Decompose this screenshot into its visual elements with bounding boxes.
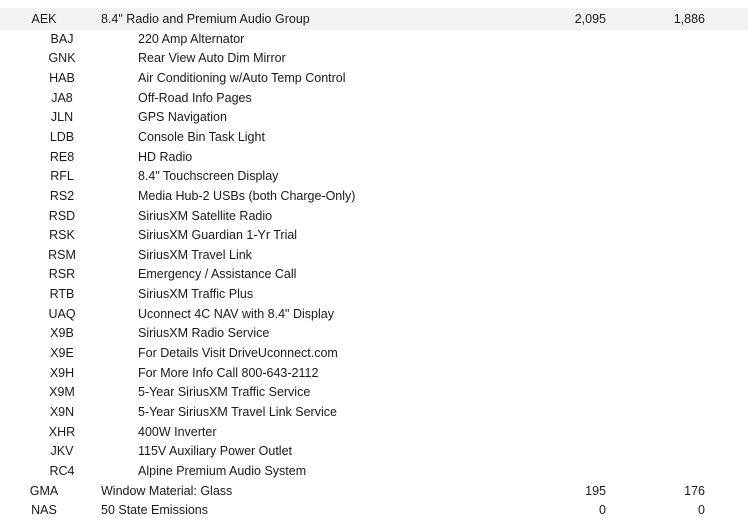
option-code: GMA (29, 483, 59, 498)
option-sub-row (0, 462, 748, 481)
invoice-value: 176 (684, 483, 705, 498)
option-package-row (0, 482, 748, 501)
option-description: 115V Auxiliary Power Outlet (138, 444, 293, 459)
option-description: SiriusXM Guardian 1-Yr Trial (138, 228, 298, 243)
option-sub-row (0, 246, 748, 265)
option-code: RSM (48, 247, 76, 262)
option-code: JKV (50, 444, 74, 459)
option-sub-row (0, 324, 748, 343)
option-code: LDB (49, 129, 75, 144)
option-description: 400W Inverter (138, 424, 217, 439)
option-description: Window Material: Glass (101, 483, 233, 498)
option-sub-row (0, 265, 748, 284)
option-package-row (0, 501, 748, 520)
option-description: 50 State Emissions (101, 503, 208, 518)
option-description: SiriusXM Radio Service (138, 326, 270, 341)
option-description: For More Info Call 800-643-2112 (138, 365, 319, 380)
option-code: XHR (48, 424, 76, 439)
option-code: JA8 (51, 90, 73, 105)
option-sub-row (0, 226, 748, 245)
option-package-row (0, 10, 748, 29)
option-description: 8.4" Touchscreen Display (138, 169, 279, 184)
option-code: X9B (50, 326, 74, 341)
option-description: SiriusXM Satellite Radio (138, 208, 273, 223)
option-code: X9M (49, 385, 75, 400)
option-description: 5-Year SiriusXM Travel Link Service (138, 405, 337, 419)
option-description: Media Hub-2 USBs (both Charge-Only) (138, 188, 356, 203)
option-sub-row (0, 108, 748, 127)
option-sub-row (0, 89, 748, 108)
option-description: Alpine Premium Audio System (138, 463, 307, 478)
option-code: RC4 (49, 463, 75, 478)
invoice-value: 0 (698, 503, 705, 518)
option-code: JLN (50, 110, 74, 125)
option-code: AEK (31, 12, 57, 26)
option-sub-row (0, 423, 748, 442)
option-description: 220 Amp Alternator (138, 31, 245, 46)
option-description: Console Bin Task Light (138, 129, 265, 144)
option-sub-row (0, 305, 748, 324)
invoice-value: 1,886 (673, 12, 705, 26)
option-description: Air Conditioning w/Auto Temp Control (138, 70, 346, 85)
option-description: Emergency / Assistance Call (138, 267, 297, 282)
option-sub-row (0, 167, 748, 186)
option-sub-row (0, 285, 748, 304)
option-code: NAS (31, 503, 57, 518)
option-code: X9H (49, 365, 75, 380)
option-sub-row (0, 207, 748, 226)
option-description: SiriusXM Travel Link (138, 247, 252, 262)
option-description: SiriusXM Traffic Plus (138, 287, 254, 302)
option-description: 5-Year SiriusXM Traffic Service (138, 385, 311, 400)
option-code: RTB (49, 287, 75, 302)
option-code: RSK (49, 228, 75, 243)
option-sub-row (0, 128, 748, 147)
option-code: RFL (50, 169, 74, 184)
option-code: RSR (48, 267, 76, 282)
option-sub-row (0, 49, 748, 68)
option-code: RS2 (49, 188, 75, 203)
msrp-value: 2,095 (574, 12, 606, 26)
option-description: For Details Visit DriveUconnect.com (138, 346, 338, 360)
option-code: HAB (49, 70, 75, 85)
option-sub-row (0, 383, 748, 402)
msrp-value: 195 (585, 483, 606, 498)
option-sub-row (0, 403, 748, 422)
option-description: Off-Road Info Pages (138, 90, 252, 105)
option-description: Uconnect 4C NAV with 8.4" Display (138, 306, 334, 321)
option-code: X9E (50, 346, 74, 360)
option-code: X9N (49, 405, 75, 419)
option-sub-row (0, 442, 748, 461)
option-code: RSD (48, 208, 76, 223)
option-code: GNK (48, 51, 76, 66)
option-sub-row (0, 30, 748, 49)
option-sub-row (0, 187, 748, 206)
option-code: RE8 (49, 149, 75, 164)
option-description: 8.4" Radio and Premium Audio Group (101, 12, 310, 26)
option-code: BAJ (50, 31, 74, 46)
option-sub-row (0, 69, 748, 88)
option-description: Rear View Auto Dim Mirror (138, 51, 286, 66)
msrp-value: 0 (599, 503, 606, 518)
option-sub-row (0, 364, 748, 383)
option-sub-row (0, 148, 748, 167)
option-description: HD Radio (138, 149, 193, 164)
option-code: UAQ (48, 306, 76, 321)
option-description: GPS Navigation (138, 110, 227, 125)
option-sub-row (0, 344, 748, 363)
